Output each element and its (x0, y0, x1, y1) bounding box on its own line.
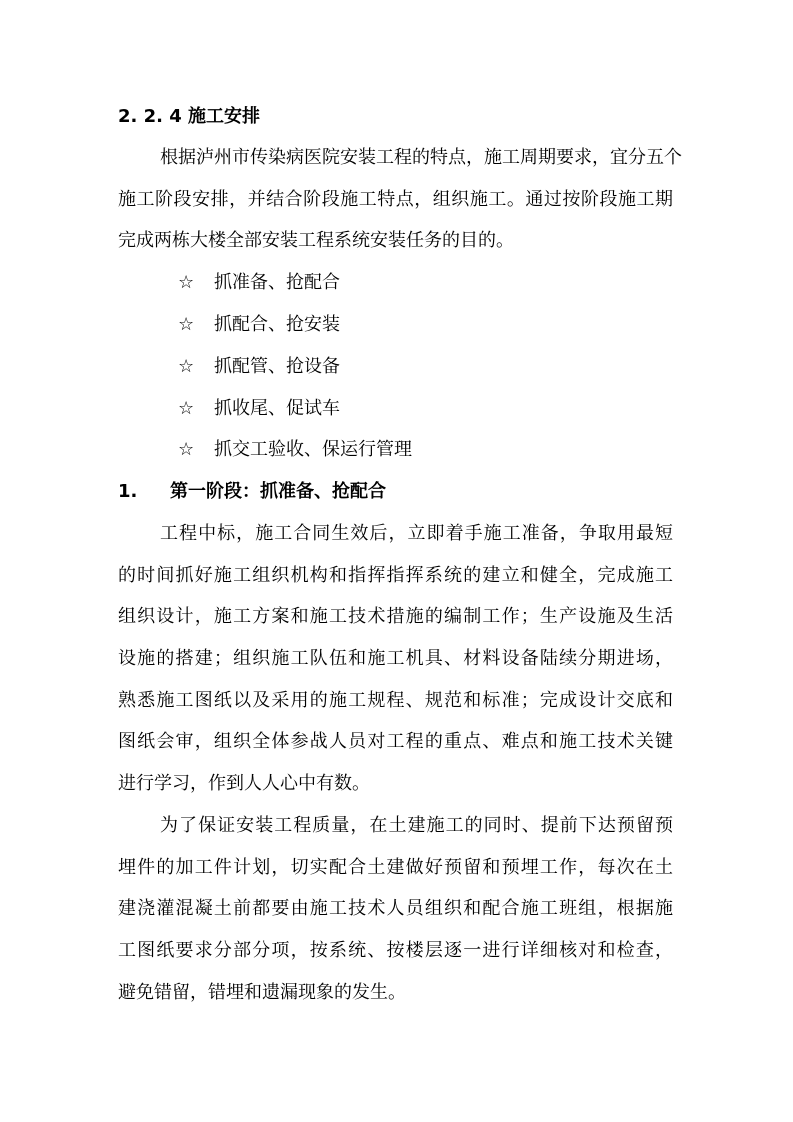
bullet-text: 抓交工验收、保运行管理 (214, 439, 412, 460)
paragraph-line: 根据泸州市传染病医院安装工程的特点，施工周期要求，宜分五个 (160, 147, 682, 168)
paragraph-line: 工图纸要求分部分项，按系统、按楼层逐一进行详细核对和检查， (118, 940, 673, 961)
bullet-text: 抓收尾、促试车 (214, 398, 340, 419)
star-icon: ☆ (178, 398, 195, 419)
star-icon: ☆ (178, 439, 195, 460)
paragraph-line: 工程中标，施工合同生效后，立即着手施工准备，争取用最短 (160, 523, 673, 544)
bullet-item (178, 271, 340, 295)
paragraph-line: 进行学习，作到人人心中有数。 (118, 773, 370, 794)
paragraph-line: 的时间抓好施工组织机构和指挥指挥系统的建立和健全，完成施工 (118, 565, 673, 586)
bullet-item (178, 397, 340, 421)
star-icon: ☆ (178, 356, 195, 377)
paragraph-line: 图纸会审，组织全体参战人员对工程的重点、难点和施工技术关键 (118, 731, 673, 752)
bullet-item (178, 313, 340, 337)
section-heading: 2. 2. 4 施工安排 (118, 106, 261, 127)
section-1-heading (118, 480, 673, 504)
paragraph-line: 完成两栋大楼全部安装工程系统安装任务的目的。 (118, 230, 514, 251)
paragraph-line: 埋件的加工件计划，切实配合土建做好预留和预埋工作，每次在土 (118, 857, 673, 878)
paragraph-line: 设施的搭建；组织施工队伍和施工机具、材料设备陆续分期进场， (118, 648, 673, 669)
paragraph-line: 建浇灌混凝土前都要由施工技术人员组织和配合施工班组，根据施 (118, 898, 673, 919)
bullet-item (178, 355, 340, 379)
paragraph-line: 为了保证安装工程质量，在土建施工的同时、提前下达预留预 (160, 815, 673, 836)
star-icon: ☆ (178, 272, 195, 293)
bullet-item (178, 438, 412, 462)
bullet-text: 抓配合、抢安装 (214, 314, 340, 335)
paragraph-line: 施工阶段安排，并结合阶段施工特点，组织施工。通过按阶段施工期 (118, 189, 673, 210)
section-number: 1. (118, 481, 138, 502)
bullet-text: 抓配管、抢设备 (214, 356, 340, 377)
section-title: 第一阶段：抓准备、抢配合 (170, 481, 386, 502)
paragraph-line: 熟悉施工图纸以及采用的施工规程、规范和标准；完成设计交底和 (118, 690, 673, 711)
star-icon: ☆ (178, 314, 195, 335)
paragraph-line: 组织设计，施工方案和施工技术措施的编制工作；生产设施及生活 (118, 606, 673, 627)
paragraph-line: 避免错留，错埋和遗漏现象的发生。 (118, 982, 406, 1003)
bullet-text: 抓准备、抢配合 (214, 272, 340, 293)
